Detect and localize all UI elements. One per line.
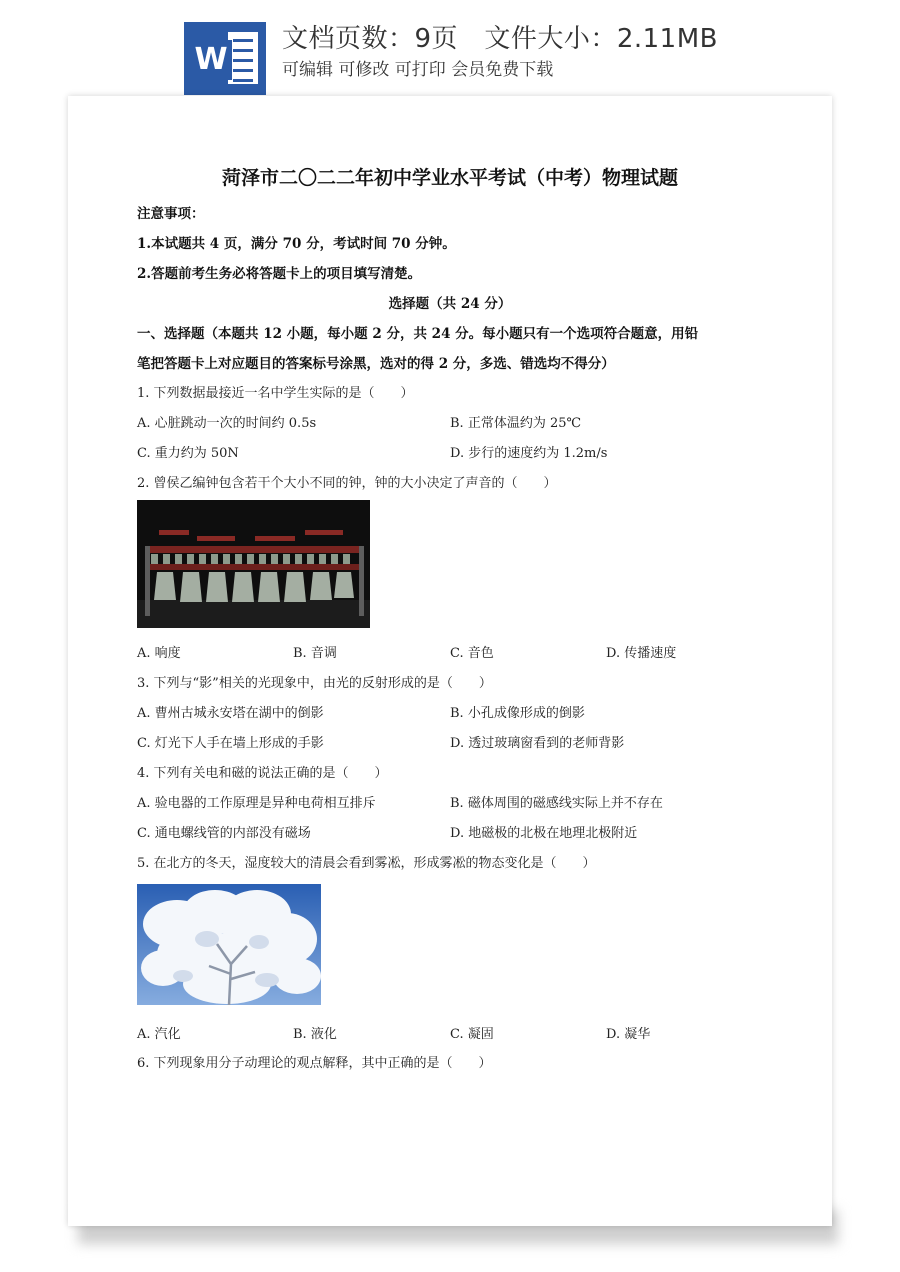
notice-item-1: 1.本试题共 4 页，满分 70 分，考试时间 70 分钟。 (137, 236, 456, 252)
question-5-option-c: C. 凝固 (450, 1027, 494, 1042)
question-2-option-c: C. 音色 (450, 646, 494, 661)
file-info-title: 文档页数：9页 文件大小：2.11MB (282, 24, 718, 54)
notice-item-2: 2.答题前考生务必将答题卡上的项目填写清楚。 (137, 266, 422, 282)
question-5-option-a: A. 汽化 (137, 1027, 181, 1042)
section-instructions-line-2: 笔把答题卡上对应题目的答案标号涂黑，选对的得 2 分，多选、错选均不得分） (137, 356, 615, 372)
question-2-option-d: D. 传播速度 (606, 646, 677, 661)
file-features: 可编辑 可修改 可打印 会员免费下载 (282, 60, 554, 80)
question-3-option-a: A. 曹州古城永安塔在湖中的倒影 (137, 706, 324, 721)
question-1-stem: 1. 下列数据最接近一名中学生实际的是（ ） (137, 386, 414, 401)
document-page (68, 96, 832, 1226)
word-document-icon: W (184, 22, 266, 95)
exam-title: 菏泽市二〇二二年初中学业水平考试（中考）物理试题 (221, 167, 678, 189)
question-3-option-b: B. 小孔成像形成的倒影 (450, 706, 585, 721)
question-3-option-c: C. 灯光下人手在墙上形成的手影 (137, 736, 324, 751)
notice-heading: 注意事项： (137, 206, 205, 222)
question-2-option-a: A. 响度 (137, 646, 181, 661)
question-4-option-d: D. 地磁极的北极在地理北极附近 (450, 826, 638, 841)
question-5-stem: 5. 在北方的冬天，湿度较大的清晨会看到雾凇，形成雾凇的物态变化是（ ） (137, 856, 596, 871)
section-heading: 选择题（共 24 分） (388, 296, 512, 312)
question-3-option-d: D. 透过玻璃窗看到的老师背影 (450, 736, 625, 751)
question-4-option-a: A. 验电器的工作原理是异种电荷相互排斥 (137, 796, 376, 811)
question-1-option-b: B. 正常体温约为 25℃ (450, 416, 582, 431)
rime-frost-tree-photo (137, 884, 321, 1005)
question-2-option-b: B. 音调 (293, 646, 337, 661)
section-instructions-line-1: 一、选择题（本题共 12 小题，每小题 2 分，共 24 分。每小题只有一个选项符合题意，用铅 (137, 326, 699, 342)
question-4-option-c: C. 通电螺线管的内部没有磁场 (137, 826, 311, 841)
question-3-stem: 3. 下列与“影”相关的光现象中，由光的反射形成的是（ ） (137, 676, 492, 691)
question-5-option-d: D. 凝华 (606, 1027, 651, 1042)
chime-bells-photo (137, 500, 370, 628)
question-4-option-b: B. 磁体周围的磁感线实际上并不存在 (450, 796, 663, 811)
question-2-stem: 2. 曾侯乙编钟包含若干个大小不同的钟，钟的大小决定了声音的（ ） (137, 476, 557, 491)
question-1-option-a: A. 心脏跳动一次的时间约 0.5s (137, 416, 317, 431)
question-1-option-c: C. 重力约为 50N (137, 446, 239, 461)
question-1-option-d: D. 步行的速度约为 1.2m/s (450, 446, 608, 461)
question-6-stem: 6. 下列现象用分子动理论的观点解释，其中正确的是（ ） (137, 1056, 492, 1071)
question-5-option-b: B. 液化 (293, 1027, 337, 1042)
download-banner (0, 0, 900, 100)
question-4-stem: 4. 下列有关电和磁的说法正确的是（ ） (137, 766, 388, 781)
